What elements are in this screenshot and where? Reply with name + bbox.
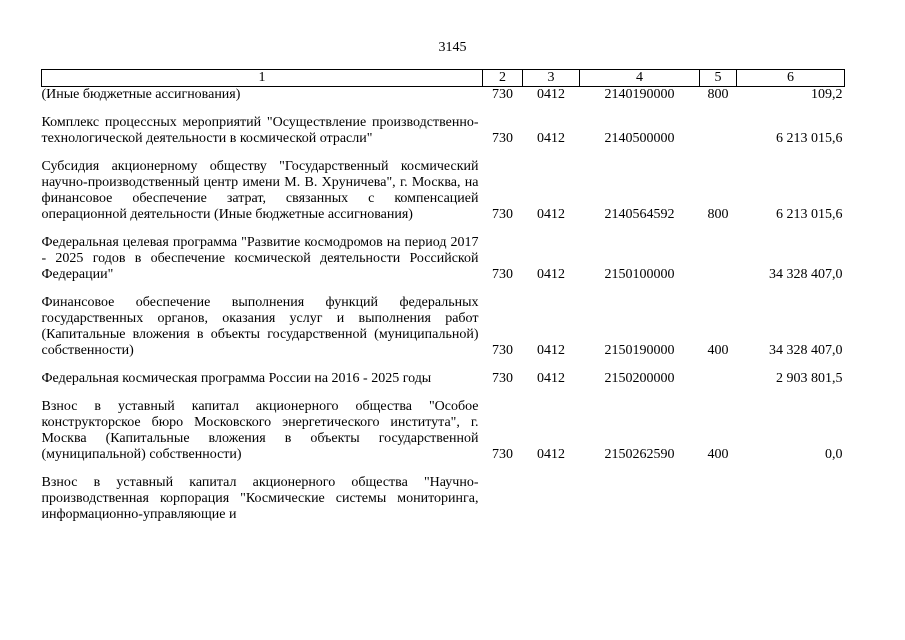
row-target-code: 2140190000 [604, 87, 675, 102]
row-target-code: 2150190000 [604, 343, 675, 358]
row-expense-type: 400 [707, 447, 729, 462]
row-gr-code: 730 [492, 343, 513, 358]
row-target-code [580, 475, 700, 523]
row-expense-type [700, 371, 737, 387]
table-row [42, 371, 845, 387]
row-amount: 6 213 015,6 [776, 131, 843, 146]
row-amount [737, 475, 845, 523]
table-row [42, 295, 845, 359]
row-target-code: 2150262590 [604, 447, 675, 462]
row-gr-code [483, 475, 523, 523]
row-amount: 109,2 [811, 87, 843, 102]
header-col-6: 6 [737, 70, 845, 87]
row-section-code [523, 475, 580, 523]
row-amount: 2 903 801,5 [776, 371, 843, 386]
row-expense-type: 800 [707, 207, 729, 222]
table-row [42, 87, 845, 104]
header-col-5: 5 [700, 70, 737, 87]
row-expense-type [700, 235, 737, 283]
row-gr-code: 730 [492, 267, 513, 282]
row-target-code: 2140564592 [604, 207, 675, 222]
row-section-code: 0412 [537, 447, 565, 462]
row-description: Взнос в уставный капитал акционерного общества "Научно-производственная корпорация "Космические системы мониторинга, информационно-управляющие и [41, 475, 479, 522]
row-target-code: 2150100000 [604, 267, 675, 282]
table-row [42, 235, 845, 283]
table-row [42, 159, 845, 223]
page-number: 3145 [438, 40, 467, 55]
budget-table [41, 69, 845, 523]
row-amount: 6 213 015,6 [776, 207, 843, 222]
row-expense-type: 800 [707, 87, 729, 102]
header-col-4: 4 [580, 70, 700, 87]
row-amount: 0,0 [825, 447, 843, 462]
row-section-code: 0412 [537, 207, 565, 222]
row-amount: 34 328 407,0 [769, 343, 843, 358]
header-col-2: 2 [483, 70, 523, 87]
header-col-3: 3 [523, 70, 580, 87]
row-section-code: 0412 [537, 131, 565, 146]
row-expense-type: 400 [707, 343, 729, 358]
row-amount: 34 328 407,0 [769, 267, 843, 282]
table-row [42, 115, 845, 147]
row-description: Федеральная целевая программа "Развитие космодромов на период 2017 - 2025 годов в обеспечение космической деятельности Российской Федерации" [41, 235, 479, 282]
row-section-code: 0412 [537, 371, 565, 386]
row-target-code: 2140500000 [604, 131, 675, 146]
row-section-code: 0412 [537, 267, 565, 282]
row-section-code: 0412 [537, 87, 565, 102]
row-target-code: 2150200000 [604, 371, 675, 386]
header-col-1: 1 [42, 70, 483, 87]
table-row [42, 475, 845, 523]
row-gr-code: 730 [492, 207, 513, 222]
row-description: Федеральная космическая программа России на 2016 - 2025 годы [41, 371, 432, 386]
row-description: Финансовое обеспечение выполнения функций федеральных государственных органов, оказания услуг и выполнения работ (Капитальные вложения в объекты государственной (муниципальной) собственности) [41, 295, 479, 358]
header-row [42, 70, 845, 87]
row-description: Комплекс процессных мероприятий "Осуществление производственно-технологической деятельности в космической отрасли" [41, 115, 479, 146]
row-expense-type [700, 115, 737, 147]
row-section-code: 0412 [537, 343, 565, 358]
row-description: Взнос в уставный капитал акционерного общества "Особое конструкторское бюро Московского энергетического института", г. Москва (Капитальные вложения в объекты государственной (муниципальной) собственности) [41, 399, 479, 462]
row-description: Субсидия акционерному обществу "Государственный космический научно-производственный центр имени М. В. Хруничева", г. Москва, на финансовое обеспечение затрат, связанных с компенсацией операционной деятельности (Иные бюджетные ассигнования) [41, 159, 479, 222]
row-expense-type [700, 475, 737, 523]
row-description: (Иные бюджетные ассигнования) [41, 87, 241, 102]
row-gr-code: 730 [492, 87, 513, 102]
table-row [42, 399, 845, 463]
row-gr-code: 730 [492, 447, 513, 462]
row-gr-code: 730 [492, 131, 513, 146]
row-gr-code: 730 [492, 371, 513, 386]
